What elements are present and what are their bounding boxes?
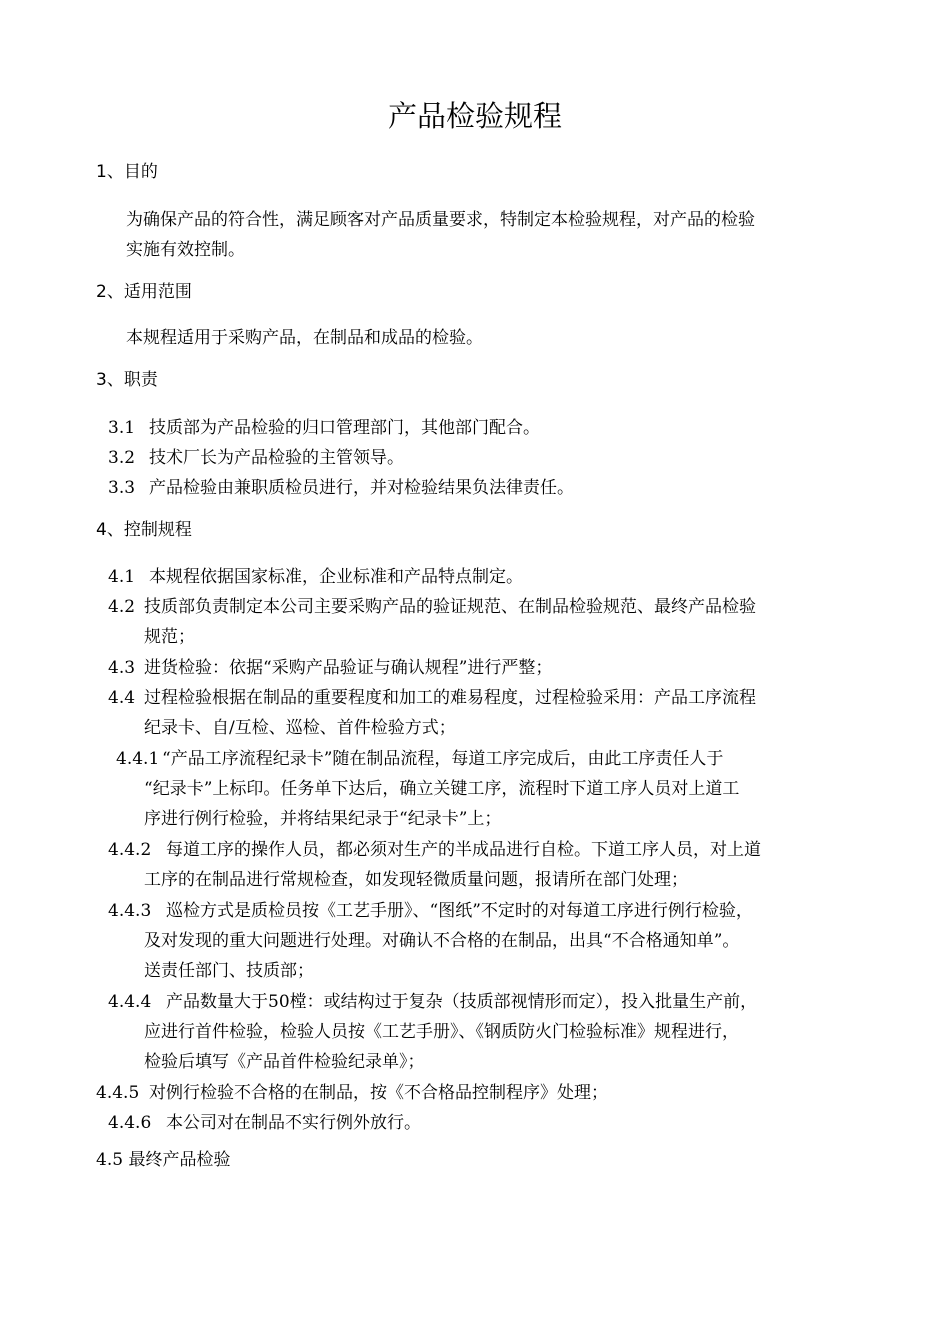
clause-number-4-4-6: 4.4.6: [108, 1113, 152, 1133]
clause-text-4-4-1-line-3: 序进行例行检验，并将结果纪录于“纪录卡”上；: [144, 809, 502, 829]
duty-item-number: 3.1: [108, 418, 136, 438]
clause-text-4-4-1-line-2: “纪录卡”上标印。任务单下达后，确立关键工序，流程时下道工序人员对上道工: [144, 779, 740, 799]
duty-item-number: 3.2: [108, 448, 136, 468]
clause-number-4-4-5: 4.4.5: [96, 1083, 140, 1103]
clause-text-4-4-3-line-3: 送责任部门、技质部；: [144, 961, 314, 981]
clause-text-4-4-2-line-1: 每道工序的操作人员，都必须对生产的半成品进行自检。下道工序人员，对上道: [166, 840, 761, 860]
section-heading-duties: 3、职责: [96, 370, 158, 390]
clause-number-4-4-1: 4.4.1: [116, 749, 160, 769]
clause-text-4-4-6: 本公司对在制品不实行例外放行。: [166, 1113, 421, 1133]
clause-number-4-4-4: 4.4.4: [108, 992, 152, 1012]
section-heading-scope: 2、适用范围: [96, 282, 192, 302]
clause-number-4-3: 4.3: [108, 658, 136, 678]
scope-text: 本规程适用于采购产品，在制品和成品的检验。: [126, 328, 483, 348]
duty-item-text: 技质部为产品检验的归口管理部门，其他部门配合。: [149, 418, 540, 438]
clause-text-4-4-3-line-1: 巡检方式是质检员按《工艺手册》、“图纸”不定时的对每道工序进行例行检验，: [166, 901, 753, 921]
clause-number-4-4: 4.4: [108, 688, 136, 708]
clause-text-4-4-4-line-1: 产品数量大于50樘：或结构过于复杂（技质部视情形而定），投入批量生产前，: [166, 992, 758, 1012]
clause-text-4-4-line-1: 过程检验根据在制品的重要程度和加工的难易程度，过程检验采用：产品工序流程: [144, 688, 756, 708]
clause-heading-4-5: 4.5 最终产品检验: [96, 1150, 231, 1170]
clause-text-4-4-2-line-2: 工序的在制品进行常规检查，如发现轻微质量问题，报请所在部门处理；: [144, 870, 688, 890]
section-heading-purpose: 1、目的: [96, 162, 158, 182]
duty-item-number: 3.3: [108, 478, 136, 498]
purpose-text-line-2: 实施有效控制。: [126, 240, 245, 260]
clause-number-4-2: 4.2: [108, 597, 136, 617]
duty-item-text: 技术厂长为产品检验的主管领导。: [149, 448, 404, 468]
clause-text-4-3: 进货检验：依据“采购产品验证与确认规程”进行严整；: [144, 658, 553, 678]
purpose-text-line-1: 为确保产品的符合性，满足顾客对产品质量要求，特制定本检验规程，对产品的检验: [126, 210, 755, 230]
clause-number-4-1: 4.1: [108, 567, 136, 587]
clause-text-4-4-4-line-3: 检验后填写《产品首件检验纪录单》；: [144, 1052, 425, 1072]
duty-item-text: 产品检验由兼职质检员进行，并对检验结果负法律责任。: [149, 478, 574, 498]
document-title: 产品检验规程: [387, 99, 562, 133]
clause-number-4-4-2: 4.4.2: [108, 840, 152, 860]
clause-text-4-2-line-1: 技质部负责制定本公司主要采购产品的验证规范、在制品检验规范、最终产品检验: [144, 597, 756, 617]
clause-text-4-4-5: 对例行检验不合格的在制品，按《不合格品控制程序》处理；: [149, 1083, 608, 1103]
clause-number-4-4-3: 4.4.3: [108, 901, 152, 921]
section-heading-control: 4、控制规程: [96, 520, 192, 540]
clause-text-4-1: 本规程依据国家标准，企业标准和产品特点制定。: [149, 567, 523, 587]
clause-text-4-4-line-2: 纪录卡、自/互检、巡检、首件检验方式；: [144, 718, 456, 738]
clause-text-4-4-3-line-2: 及对发现的重大问题进行处理。对确认不合格的在制品，出具“不合格通知单”。: [144, 931, 740, 951]
clause-text-4-2-line-2: 规范；: [144, 627, 195, 647]
clause-text-4-4-4-line-2: 应进行首件检验，检验人员按《工艺手册》、《钢质防火门检验标准》规程进行，: [144, 1022, 739, 1042]
clause-text-4-4-1-line-1: “产品工序流程纪录卡”随在制品流程，每道工序完成后，由此工序责任人于: [162, 749, 724, 769]
